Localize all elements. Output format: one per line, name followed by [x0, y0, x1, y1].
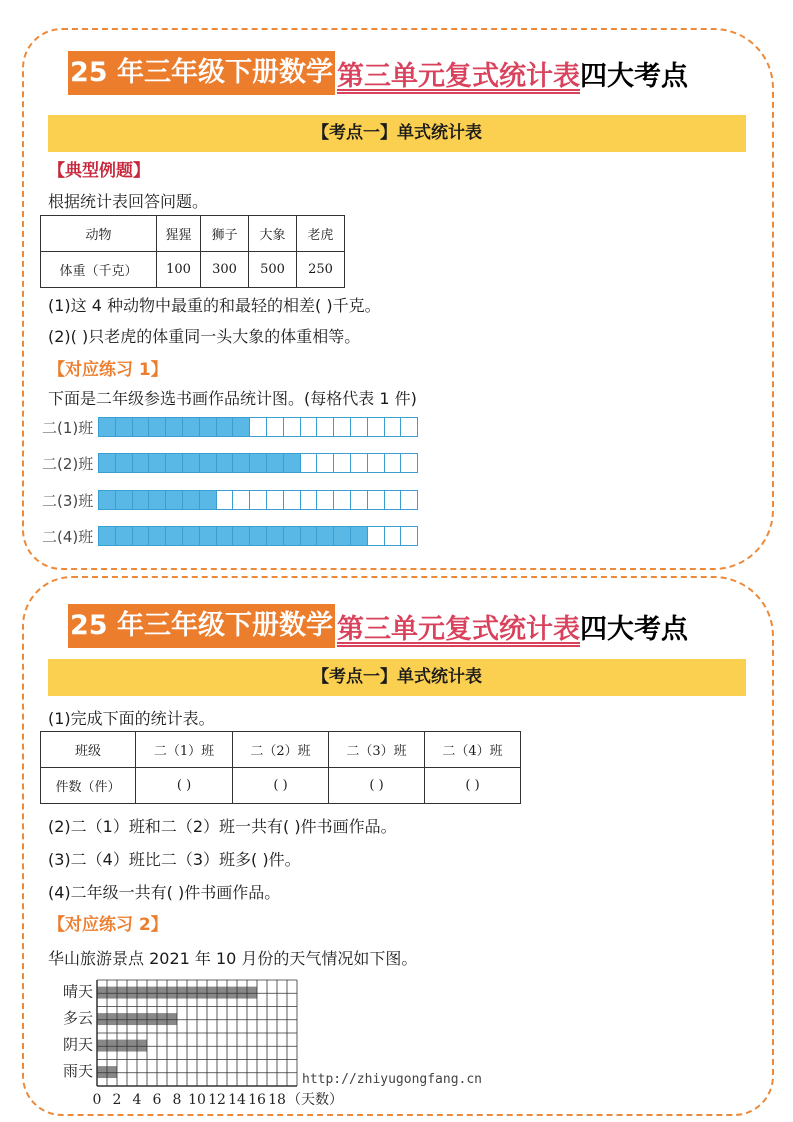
- empty-cell: [284, 490, 301, 510]
- x-axis-label: （天数）: [287, 1092, 343, 1108]
- table-row: [41, 216, 345, 252]
- practice-tag-1: 【对应练习 1】: [48, 360, 168, 380]
- empty-cell: [385, 490, 402, 510]
- filled-cell: [116, 453, 133, 473]
- table-cell: 100: [157, 252, 201, 288]
- question-2-4: (4)二年级一共有( )件书画作品。: [48, 883, 281, 902]
- empty-cell: [334, 453, 351, 473]
- section-bar-2: 【考点一】单式统计表: [48, 659, 746, 696]
- filled-cell: [166, 417, 183, 437]
- table-cell: 250: [297, 252, 345, 288]
- instruction-2: (1)完成下面的统计表。: [48, 709, 215, 728]
- category-label: 晴天: [62, 982, 93, 1001]
- filled-cell: [317, 526, 334, 546]
- tick-label: 2: [112, 1092, 122, 1108]
- empty-cell: [250, 417, 267, 437]
- tick-label: 16: [248, 1092, 266, 1108]
- filled-cell: [149, 526, 166, 546]
- filled-cell: [99, 453, 116, 473]
- filled-cell: [217, 453, 234, 473]
- tick-label: 4: [132, 1092, 142, 1108]
- empty-cell: [317, 417, 334, 437]
- empty-cell: [317, 490, 334, 510]
- empty-cell: [301, 453, 318, 473]
- bar-cells: [98, 526, 418, 546]
- empty-cell: [368, 526, 385, 546]
- table-cell: 体重（千克）: [41, 252, 157, 288]
- answer-blank[interactable]: ( ): [425, 768, 521, 804]
- table-cell: 班级: [41, 732, 136, 768]
- tick-label: 14: [228, 1092, 246, 1108]
- bar-cells: [98, 453, 418, 473]
- filled-cell: [200, 490, 217, 510]
- empty-cell: [334, 490, 351, 510]
- table-cell: 二（3）班: [329, 732, 425, 768]
- table-cell: 大象: [249, 216, 297, 252]
- filled-cell: [116, 490, 133, 510]
- table-row: [41, 252, 345, 288]
- bar-row: [42, 416, 418, 438]
- filled-cell: [217, 417, 234, 437]
- empty-cell: [334, 417, 351, 437]
- filled-cell: [116, 526, 133, 546]
- question-1: (1)这 4 种动物中最重的和最轻的相差( )千克。: [48, 296, 381, 315]
- table-cell: 二（1）班: [136, 732, 233, 768]
- question-2-2: (2)二（1）班和二（2）班一共有( )件书画作品。: [48, 817, 397, 836]
- watermark-url: http://zhiyugongfang.cn: [302, 1072, 483, 1087]
- table-cell: 老虎: [297, 216, 345, 252]
- filled-cell: [351, 526, 368, 546]
- category-label: 多云: [62, 1008, 93, 1027]
- filled-cell: [301, 526, 318, 546]
- empty-cell: [385, 526, 402, 546]
- filled-cell: [133, 490, 150, 510]
- practice-text-1: 下面是二年级参选书画作品统计图。(每格代表 1 件): [48, 389, 417, 408]
- practice-text-2: 华山旅游景点 2021 年 10 月份的天气情况如下图。: [48, 949, 418, 968]
- filled-cell: [183, 453, 200, 473]
- empty-cell: [233, 490, 250, 510]
- filled-cell: [250, 526, 267, 546]
- filled-cell: [267, 526, 284, 546]
- empty-cell: [401, 526, 418, 546]
- empty-cell: [284, 417, 301, 437]
- category-label: 雨天: [62, 1061, 93, 1080]
- empty-cell: [301, 417, 318, 437]
- filled-cell: [99, 417, 116, 437]
- headline-1: [68, 51, 688, 95]
- filled-cell: [166, 526, 183, 546]
- table-cell: 狮子: [201, 216, 249, 252]
- empty-cell: [250, 490, 267, 510]
- bar-cells: [98, 417, 418, 437]
- filled-cell: [133, 417, 150, 437]
- filled-cell: [133, 526, 150, 546]
- filled-cell: [183, 526, 200, 546]
- filled-cell: [183, 490, 200, 510]
- filled-cell: [200, 526, 217, 546]
- animal-weight-table: [40, 215, 345, 288]
- filled-cell: [166, 453, 183, 473]
- empty-cell: [401, 490, 418, 510]
- empty-cell: [401, 453, 418, 473]
- answer-blank[interactable]: ( ): [233, 768, 329, 804]
- answer-blank[interactable]: ( ): [329, 768, 425, 804]
- bar-label: 二(3)班: [42, 491, 94, 510]
- tick-label: 0: [92, 1092, 102, 1108]
- filled-cell: [166, 490, 183, 510]
- headline-grade: 25 年三年级下册数学: [68, 604, 335, 648]
- tick-label: 8: [172, 1092, 182, 1108]
- empty-cell: [368, 490, 385, 510]
- headline-unit: 第三单元复式统计表: [336, 613, 580, 645]
- filled-cell: [133, 453, 150, 473]
- filled-cell: [284, 526, 301, 546]
- bar-label: 二(1)班: [42, 418, 94, 437]
- filled-cell: [200, 453, 217, 473]
- empty-cell: [217, 490, 234, 510]
- headline-unit: 第三单元复式统计表: [336, 60, 580, 92]
- filled-cell: [149, 417, 166, 437]
- empty-cell: [267, 490, 284, 510]
- filled-cell: [116, 417, 133, 437]
- bar-row: [42, 525, 418, 547]
- empty-cell: [351, 490, 368, 510]
- weather-chart: [56, 976, 356, 1110]
- headline-2: [68, 604, 688, 648]
- empty-cell: [401, 417, 418, 437]
- example-tag: 【典型例题】: [48, 161, 150, 181]
- empty-cell: [267, 417, 284, 437]
- tick-label: 10: [188, 1092, 206, 1108]
- filled-cell: [217, 526, 234, 546]
- data-bar: [97, 1040, 147, 1052]
- filled-cell: [200, 417, 217, 437]
- answer-blank[interactable]: ( ): [136, 768, 233, 804]
- filled-cell: [149, 453, 166, 473]
- practice-tag-2: 【对应练习 2】: [48, 915, 168, 935]
- filled-cell: [334, 526, 351, 546]
- table-row: [41, 768, 521, 804]
- filled-cell: [99, 490, 116, 510]
- bar-label: 二(4)班: [42, 527, 94, 546]
- headline-suffix: 四大考点: [579, 613, 688, 645]
- empty-cell: [301, 490, 318, 510]
- filled-cell: [149, 490, 166, 510]
- table-cell: 300: [201, 252, 249, 288]
- table-cell: 猩猩: [157, 216, 201, 252]
- bar-cells: [98, 490, 418, 510]
- filled-cell: [233, 453, 250, 473]
- filled-cell: [267, 453, 284, 473]
- question-2: (2)( )只老虎的体重同一头大象的体重相等。: [48, 327, 361, 346]
- category-label: 阴天: [62, 1035, 93, 1054]
- table-row: [41, 732, 521, 768]
- bar-label: 二(2)班: [42, 454, 94, 473]
- empty-cell: [317, 453, 334, 473]
- table-cell: 件数（件）: [41, 768, 136, 804]
- instruction-1: 根据统计表回答问题。: [48, 192, 209, 211]
- empty-cell: [385, 453, 402, 473]
- filled-cell: [233, 417, 250, 437]
- question-2-3: (3)二（4）班比二（3）班多( )件。: [48, 850, 301, 869]
- empty-cell: [351, 453, 368, 473]
- tick-label: 12: [208, 1092, 226, 1108]
- filled-cell: [284, 453, 301, 473]
- table-cell: 500: [249, 252, 297, 288]
- works-count-table: [40, 731, 521, 804]
- table-cell: 动物: [41, 216, 157, 252]
- headline-grade: 25 年三年级下册数学: [68, 51, 335, 95]
- bar-row: [42, 452, 418, 474]
- headline-suffix: 四大考点: [579, 60, 688, 92]
- empty-cell: [351, 417, 368, 437]
- filled-cell: [183, 417, 200, 437]
- filled-cell: [250, 453, 267, 473]
- empty-cell: [368, 453, 385, 473]
- table-cell: 二（4）班: [425, 732, 521, 768]
- tick-label: 18: [268, 1092, 286, 1108]
- tick-label: 6: [152, 1092, 162, 1108]
- empty-cell: [385, 417, 402, 437]
- section-bar-1: 【考点一】单式统计表: [48, 115, 746, 152]
- filled-cell: [99, 526, 116, 546]
- filled-cell: [233, 526, 250, 546]
- empty-cell: [368, 417, 385, 437]
- bar-row: [42, 489, 418, 511]
- table-cell: 二（2）班: [233, 732, 329, 768]
